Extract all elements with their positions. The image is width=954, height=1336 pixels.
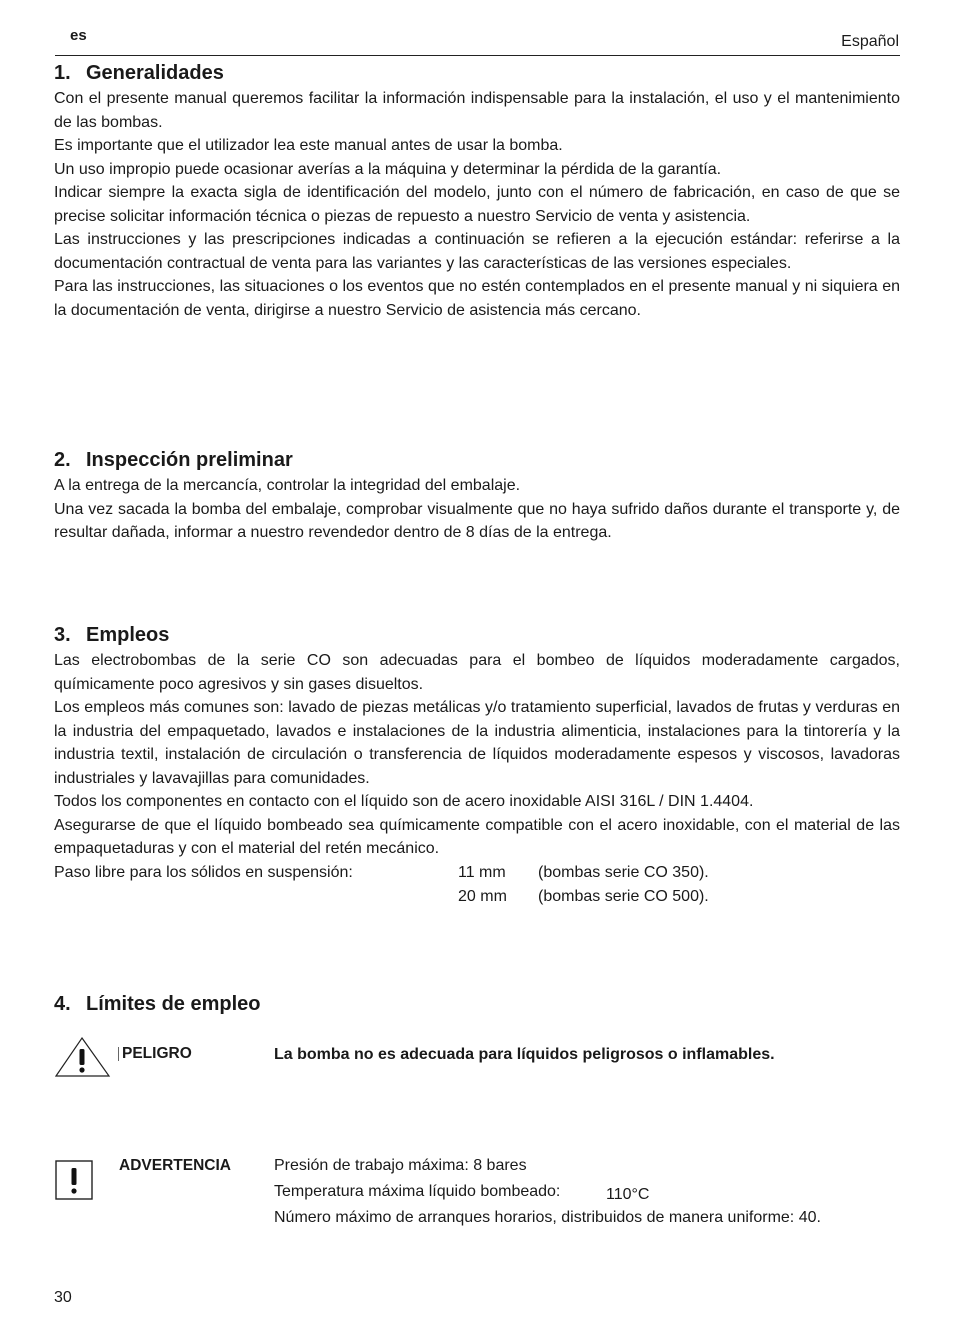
passage-size: 11 mm <box>458 863 506 881</box>
paragraph: Las instrucciones y las prescripciones indicadas a continuación se refieren a la ejecución estándar: referirse a la documentación contractual de venta para las variantes y las características de las versiones especiales. <box>54 231 900 272</box>
paragraph: Indicar siempre la exacta sigla de identificación del modelo, junto con el número de fabricación, en caso de que se precise solicitar información técnica o piezas de repuesto a nuestro Servicio de venta y asistencia. <box>54 184 900 225</box>
passage-row <box>54 861 900 885</box>
limit-pressure: Presión de trabajo máxima: 8 bares <box>274 1157 527 1174</box>
section-heading <box>54 622 900 648</box>
danger-text: La bomba no es adecuada para líquidos peligrosos o inflamables. <box>274 1046 775 1063</box>
section-title: Empleos <box>86 624 170 646</box>
passage-desc: (bombas serie CO 500). <box>538 887 709 905</box>
section-limites <box>54 991 900 1017</box>
limit-temperature-value: 110°C <box>606 1186 650 1203</box>
paragraph: Las electrobombas de la serie CO son adecuadas para el bombeo de líquidos moderadamente cargados, químicamente poco agresivos y sin gases disueltos. <box>54 652 900 693</box>
paragraph: Una vez sacada la bomba del embalaje, comprobar visualmente que no haya sufrido daños durante el transporte y, de resultar dañada, informar a nuestro revendedor dentro de 8 días de la entrega. <box>54 500 900 541</box>
limit-starts: Número máximo de arranques horarios, distribuidos de manera uniforme: 40. <box>274 1209 821 1226</box>
section-title: Límites de empleo <box>86 993 261 1015</box>
section-generalidades <box>54 60 900 322</box>
warning-triangle-icon <box>55 1036 111 1078</box>
section-number: 4. <box>54 993 71 1015</box>
warning-block <box>55 1160 93 1205</box>
section-title: Generalidades <box>86 62 224 84</box>
paragraph: Para las instrucciones, las situaciones o los eventos que no estén contemplados en el presente manual y ni siquiera en la documentación de venta, dirigirse a nuestro Servicio de asistencia más cercano. <box>54 278 900 319</box>
passage-desc: (bombas serie CO 350). <box>538 863 709 881</box>
section-number: 1. <box>54 62 71 84</box>
language-code: es <box>70 27 87 44</box>
section-number: 3. <box>54 624 71 646</box>
exclamation-box-icon <box>55 1160 93 1200</box>
section-number: 2. <box>54 449 71 471</box>
language-name: Español <box>841 33 899 50</box>
section-inspeccion <box>54 447 900 545</box>
section-heading <box>54 447 900 473</box>
paragraph: Es importante que el utilizador lea este manual antes de usar la bomba. <box>54 137 563 154</box>
paragraph: Los empleos más comunes son: lavado de piezas metálicas y/o tratamiento superficial, lavados de frutas y verduras en la industria del empaquetado, lavados e instalaciones de la industria alimenticia, instalaciones para la tintorería y la industria textil, instalación de circulación o transferencia de líquidos moderadamente espesos y viscosos, lavadoras industriales y lavavajillas para comunidades. <box>54 699 900 787</box>
section-title: Inspección preliminar <box>86 449 293 471</box>
paragraph: Todos los componentes en contacto con el líquido son de acero inoxidable AISI 316L / DIN 1.4404. <box>54 793 754 810</box>
paragraph: A la entrega de la mercancía, controlar la integridad del embalaje. <box>54 477 521 494</box>
paragraph: Asegurarse de que el líquido bombeado sea químicamente compatible con el acero inoxidable, con el material de las empaquetaduras y con el material del retén mecánico. <box>54 816 900 857</box>
danger-block <box>55 1036 111 1083</box>
page-number: 30 <box>54 1289 72 1306</box>
passage-size: 20 mm <box>458 887 507 905</box>
paragraph: Con el presente manual queremos facilitar la información indispensable para la instalación, el uso y el mantenimiento de las bombas. <box>54 90 900 131</box>
paragraph: Un uso impropio puede ocasionar averías a la máquina y determinar la pérdida de la garantía. <box>54 160 722 178</box>
section-heading <box>54 991 900 1017</box>
section-empleos <box>54 622 900 909</box>
section-heading <box>54 60 900 86</box>
danger-label: PELIGRO <box>122 1045 192 1062</box>
limit-temperature-label: Temperatura máxima líquido bombeado: <box>274 1183 561 1200</box>
warning-label: ADVERTENCIA <box>119 1157 231 1174</box>
header-rule <box>55 55 900 56</box>
passage-label: Paso libre para los sólidos en suspensión: <box>54 863 353 881</box>
label-marker <box>118 1047 119 1061</box>
passage-row <box>54 885 900 909</box>
